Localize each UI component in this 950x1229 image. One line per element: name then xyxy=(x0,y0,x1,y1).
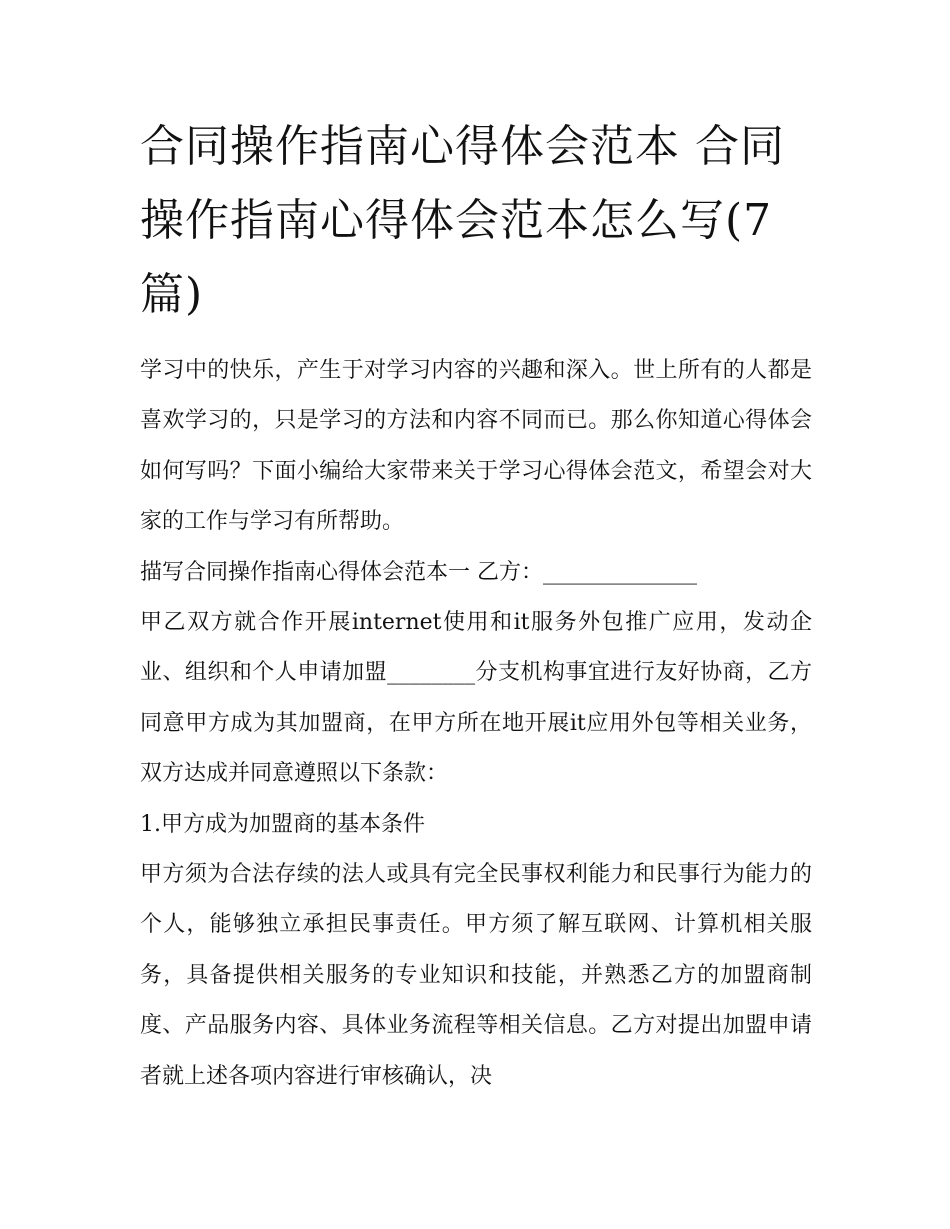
agreement-paragraph: 甲乙双方就合作开展internet使用和it服务外包推广应用，发动企业、组织和个人申请加盟________分支机构事宜进行友好协商，乙方同意甲方成为其加盟商，在甲方所在地开展it应用外包等相关业务，双方达成并同意遵照以下条款： xyxy=(140,610,812,787)
clause-paragraph: 甲方须为合法存续的法人或具有完全民事权利能力和民事行为能力的个人，能够独立承担民事责任。甲方须了解互联网、计算机相关服务，具备提供相关服务的专业知识和技能，并熟悉乙方的加盟商制度、产品服务内容、具体业务流程等相关信息。乙方对提出加盟申请者就上述各项内容进行审核确认，决 xyxy=(140,862,812,1089)
clause-heading: 1.甲方成为加盟商的基本条件 xyxy=(140,811,425,837)
section-heading: 描写合同操作指南心得体会范本一 乙方：______________ xyxy=(140,559,697,585)
document-page xyxy=(140,110,812,1102)
document-title: 合同操作指南心得体会范本 合同操作指南心得体会范本怎么写(7篇) xyxy=(140,121,785,320)
intro-paragraph: 学习中的快乐，产生于对学习内容的兴趣和深入。世上所有的人都是喜欢学习的，只是学习的方法和内容不同而已。那么你知道心得体会如何写吗？下面小编给大家带来关于学习心得体会范文，希望会对大家的工作与学习有所帮助。 xyxy=(140,358,812,535)
document-body xyxy=(140,346,812,1102)
